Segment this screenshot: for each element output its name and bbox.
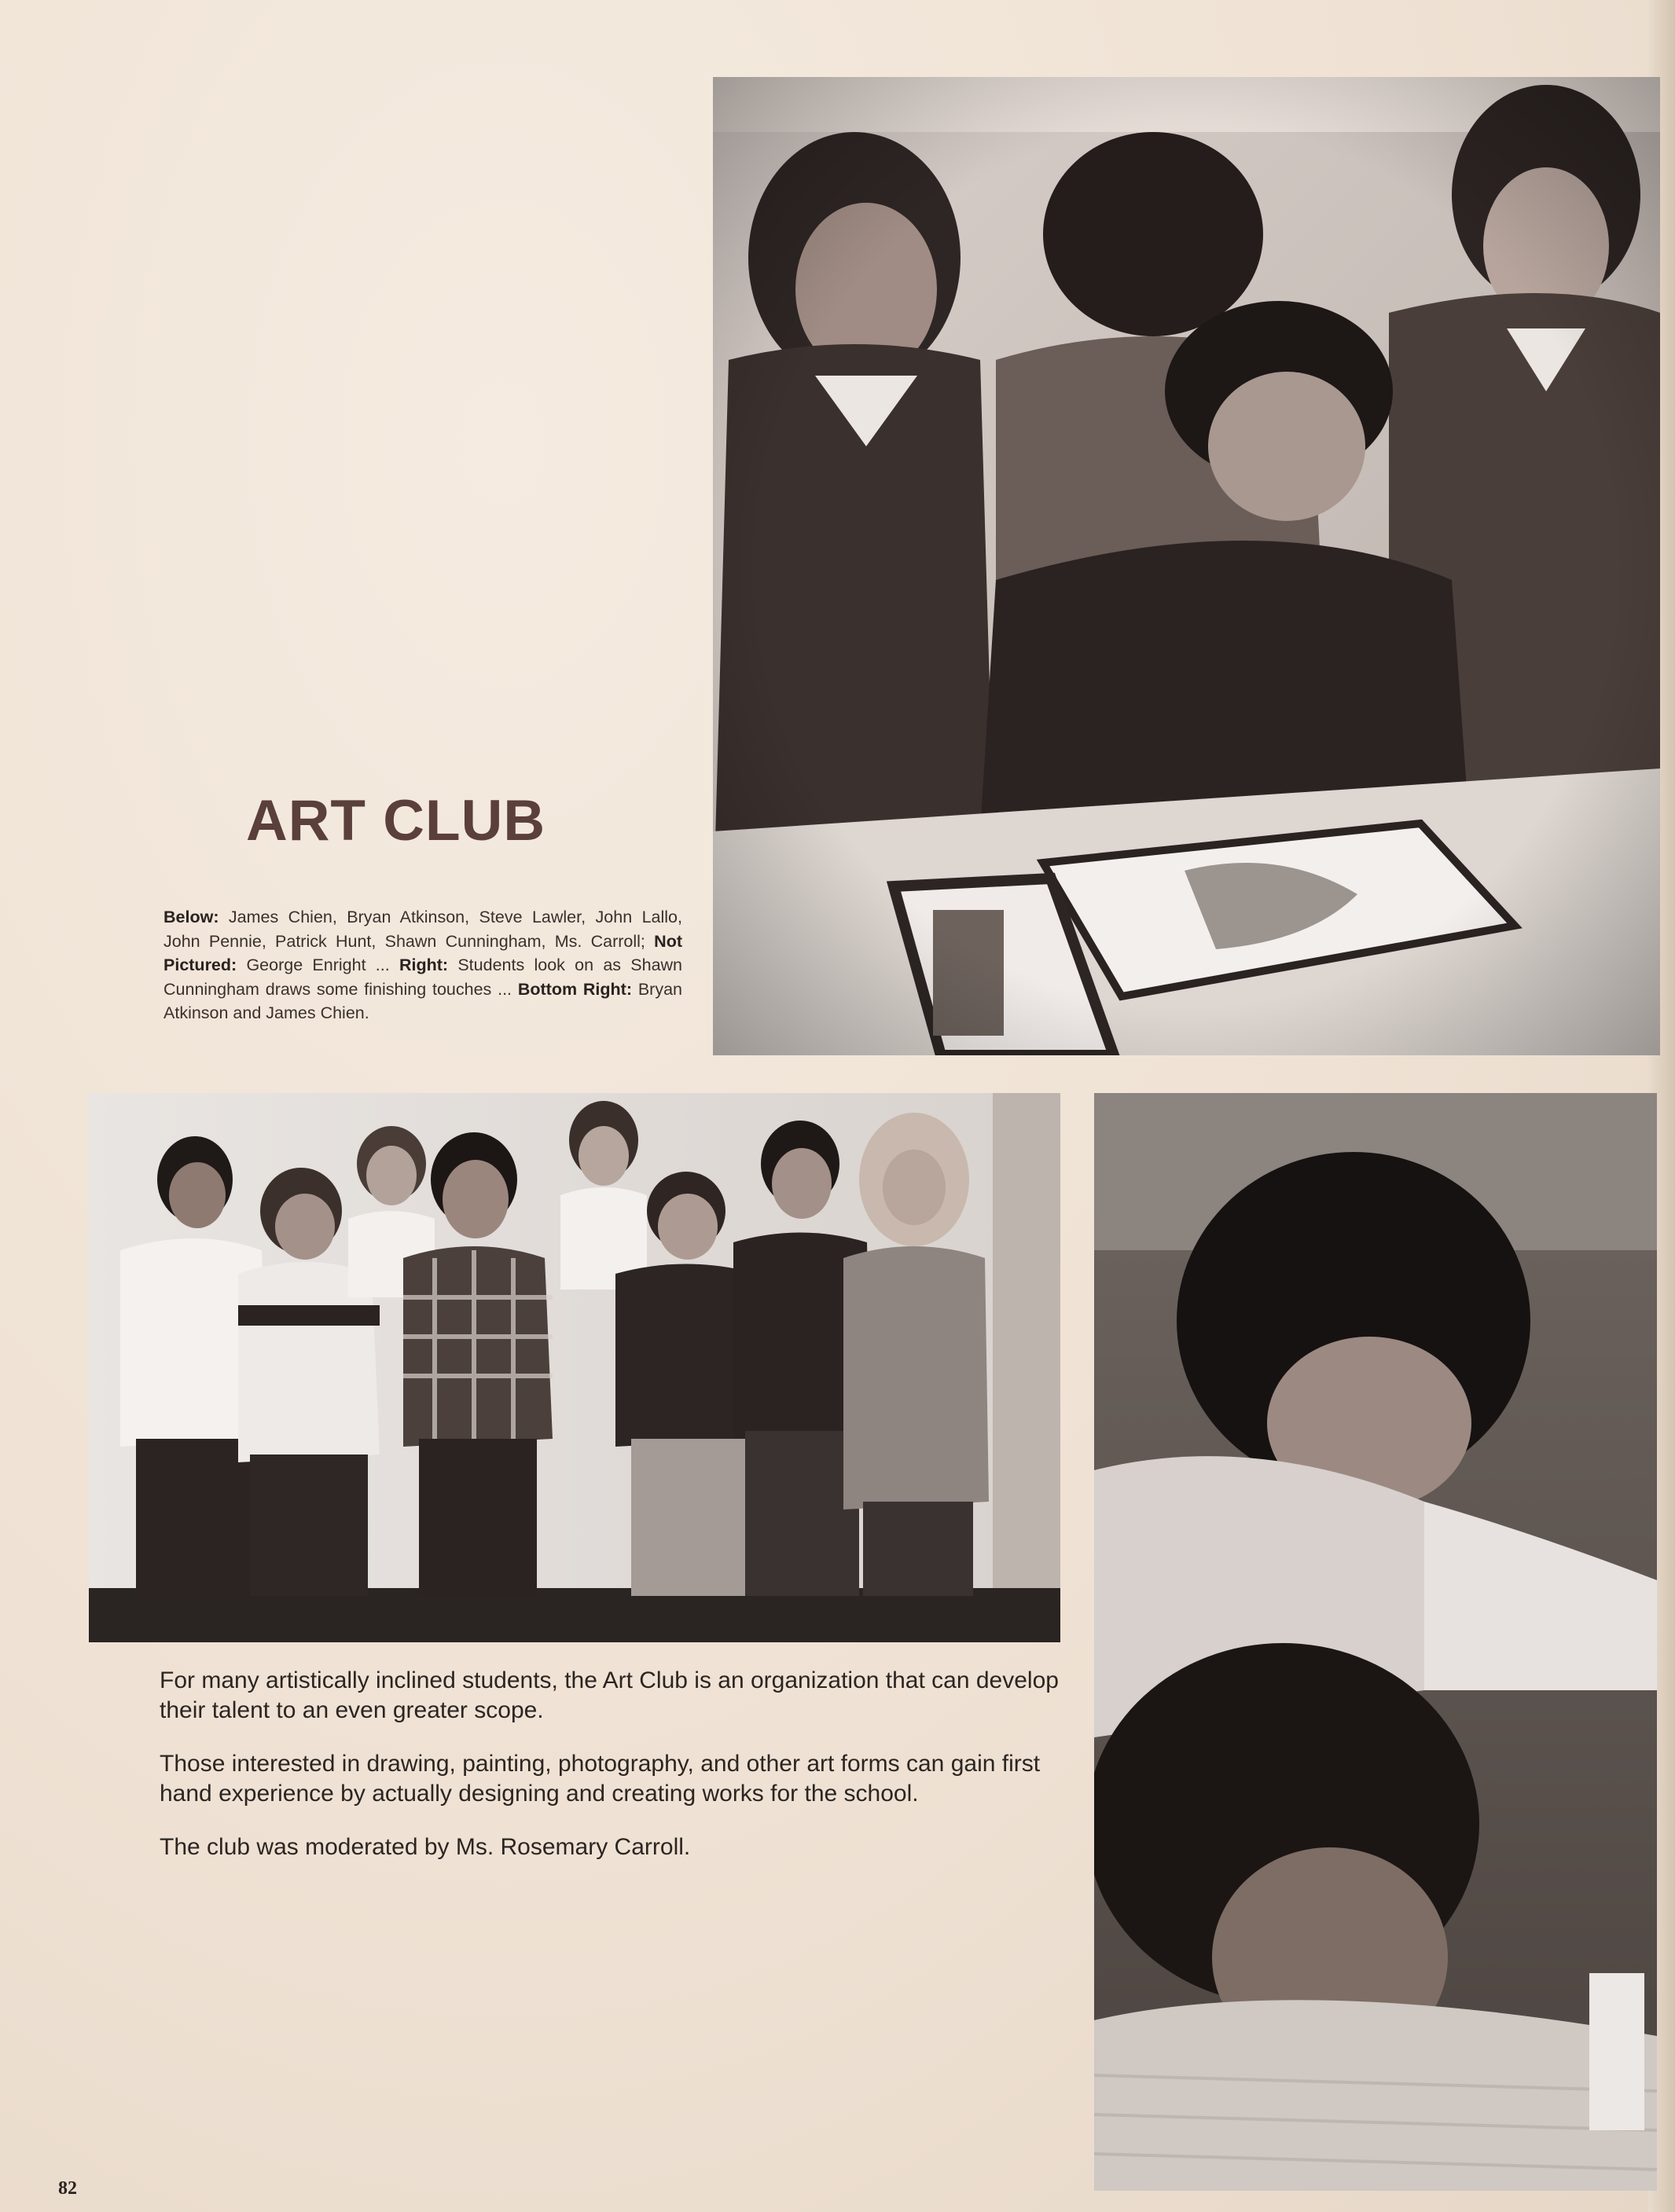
body-paragraph-2: Those interested in drawing, painting, photography, and other art forms can gain first hand experience by actually designing and creating works for the school. bbox=[160, 1751, 1041, 1807]
page-title: ART CLUB bbox=[246, 789, 546, 853]
body-paragraph-3: The club was moderated by Ms. Rosemary Carroll. bbox=[160, 1834, 691, 1860]
caption-right-label: Right: bbox=[399, 956, 449, 974]
caption-not-pictured-label: Not Pictured: bbox=[163, 931, 682, 974]
caption-below-text: James Chien, Bryan Atkinson, Steve Lawler, John Lallo, John Pennie, Patrick Hunt, Shawn Cunningham, Ms. Carroll; bbox=[163, 908, 682, 951]
photo-students-drawing bbox=[713, 77, 1660, 1055]
photo-club-group bbox=[89, 1093, 1060, 1642]
caption-below-label: Below: bbox=[163, 908, 219, 926]
caption-bottom-right-text: Bryan Atkinson and James Chien. bbox=[163, 979, 682, 1022]
page-number: 82 bbox=[58, 2178, 77, 2199]
article-body bbox=[160, 1666, 1063, 1886]
caption-bottom-right-label: Bottom Right: bbox=[517, 979, 632, 999]
body-paragraph-1: For many artistically inclined students, the Art Club is an organization that can develop their talent to an even greater scope. bbox=[160, 1667, 1059, 1723]
photo-caption bbox=[163, 905, 682, 1025]
photo-two-students bbox=[1094, 1093, 1657, 2191]
caption-not-pictured-text: George Enright ... bbox=[246, 956, 390, 974]
caption-right-text: Students look on as Shawn Cunningham draws some finishing touches ... bbox=[163, 956, 683, 999]
